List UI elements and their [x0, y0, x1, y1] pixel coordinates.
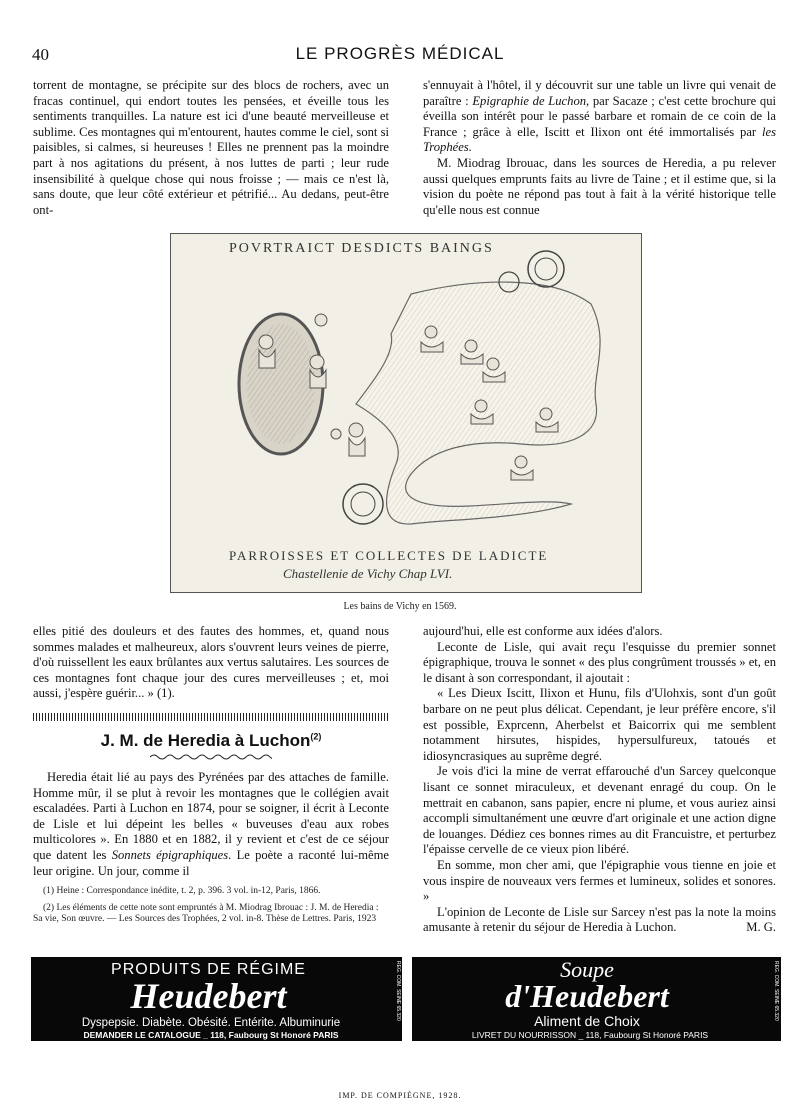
paragraph: aujourd'hui, elle est conforme aux idées d'alors.: [423, 624, 663, 638]
footnote: (1) Heine : Correspondance inédite, t. 2, p. 396. 3 vol. in-12, Paris, 1866.: [43, 886, 321, 896]
paragraph: « Les Dieux Iscitt, Ilixon et Hunu, fils d'Ulohxis, sont d'un goût barbare on ne peut plus délicat. Cependant, je leur préfère encore, s'il est possible, Exprcenn, Aherbelst et Baicorrix qui me semblent notamment hirsutes, hispides, hypersulfureux, tatoués et idiosyncrasiques au suprême degré.: [423, 686, 776, 763]
figure-caption: Les bains de Vichy en 1569.: [343, 601, 457, 612]
printer-imprint: IMP. DE COMPIÈGNE, 1928.: [338, 1091, 462, 1100]
engraving-illustration: [170, 233, 642, 593]
ad-address: DEMANDER LE CATALOGUE _ 118, Faubourg St Honoré PARIS: [83, 1030, 339, 1040]
signature: M. G.: [746, 920, 776, 935]
paragraph: En somme, mon cher ami, que l'épigraphie vous tienne en joie et vous inspire de nouveaux vers fermes et lumineux, solides et sonores. »: [423, 857, 776, 904]
paragraph: s'ennuyait à l'hôtel, il y découvrit sur une table un livre qui venait de paraître : Epigraphie de Luchon, par Sacaze ; c'est cette brochure qui éveilla son intérêt pour le passé barbare et romain de ce coin de la France ; grâce à elle, Iscitt et Ilixon ont été immortalisés par les Trophées.: [423, 78, 776, 155]
paragraph: Leconte de Lisle, qui avait reçu l'esquisse du premier sonnet épigraphique, trouva le sonnet « des plus congrûment troussés » et, en le disant à son correspondant, il ajoutait :: [423, 639, 776, 685]
ad-indications: Dyspepsie. Diabète. Obésité. Entérite. Albuminurie: [81, 1017, 341, 1029]
top-inscription: POVRTRAICT DESDICTS BAINGS: [229, 241, 494, 256]
section-divider: [33, 713, 389, 721]
section-title: J. M. de Heredia à Luchon$^{(2)}$: [100, 731, 322, 750]
paragraph: L'opinion de Leconte de Lisle sur Sarcey n'est pas la note la moins amusante à retenir du séjour de Heredia à Luchon. M. G.: [423, 904, 776, 935]
ad-heading: PRODUITS DE RÉGIME: [111, 961, 306, 978]
paragraph: Je vois d'ici la mine de verrat effarouché d'un Sarcey quelconque lisant ce sonnet miraculeux, et devenant enragé du coup. On le mettrait en cabanon, sans papier, encre ni plume, et vous auriez ainsi accompli simultanément une œuvre d'art originale et une action digne de louanges. Dédiez ces bonnes rimes au dit Francuistre, et perturbez l'épaisse cervelle de ce vieux pion libéré.: [423, 764, 776, 857]
ad-tagline: Aliment de Choix: [534, 1013, 640, 1029]
right-column-middle: [423, 624, 776, 936]
advertisement-heudebert-products: [31, 957, 402, 1041]
ad-heading: Soupe: [560, 957, 614, 982]
paragraph: torrent de montagne, se précipite sur des blocs de rochers, avec un fracas continuel, qui endort toutes les pensées, et éveille tous les sentiments tranquilles. La nature est ici d'une beauté merveilleuse et sublime. Ces montagnes qui m'entourent, hautes comme le ciel, sont si paisibles, si calmes, si heureuses ! Elles ne prennent pas la moindre part à nos agitations du présent, à nos luttes de parti ; leur rude insensibilité à quelque chose qui nous froisse ; — mais ce n'est là, sans doute, que leur côté extérieur et pétrifié... Au dedans, peut-être ont-: [33, 78, 389, 217]
left-column-middle: [33, 624, 389, 702]
footnote: (2) Les éléments de cette note sont empruntés à M. Miodrag Ibrouac : J. M. de Heredia : Sa vie, Son œuvre. — Les Sources des Trophées, 2 vol. in-8. Thèse de Lettres. Paris, 1923: [33, 902, 379, 924]
wavy-ornament: [150, 753, 272, 761]
page-number: 40: [32, 45, 49, 64]
bottom-inscription-script: Chastellenie de Vichy Chap LVI.: [283, 566, 453, 581]
section-body: [33, 770, 389, 879]
running-title: LE PROGRÈS MÉDICAL: [295, 44, 505, 63]
paragraph: Heredia était lié au pays des Pyrénées par des attaches de famille. Homme mûr, il se plut à revoir les montagnes que le collégien avait escaladées. Parti à Luchon en 1874, pour se soigner, il écrit à Leconte de Lisle et lui dépeint les belles « buveuses d'eau aux robes multicolores ». En 1880 et en 1882, il y revient et c'est de ce séjour que datent les Sonnets épigraphiques. Le poète a raconté lui-même leur origine. Un jour, comme il: [33, 770, 389, 878]
paragraph: elles pitié des douleurs et des fautes des hommes, et, quand nous sommes malades et malheureux, alors s'ouvrent leurs veines de pierre, d'où ruissellent les eaux brûlantes aux vertus salutaires. Les sources de ces montagnes font chaque jour des cures merveilleuses ; et, moi aussi, j'espère guérir... » (1).: [33, 624, 389, 701]
ad-registration: REG. COM. SEINE 65.320: [395, 961, 401, 1021]
right-column-top: [423, 78, 776, 218]
ad-brand: d'Heudebert: [505, 978, 669, 1014]
ad-brand: Heudebert: [130, 976, 287, 1016]
ad-registration: REG. COM. SEINE 65.320: [773, 961, 779, 1021]
advertisement-soupe-heudebert: [412, 957, 781, 1041]
seal-icon: [528, 251, 564, 287]
paragraph: M. Miodrag Ibrouac, dans les sources de Heredia, a pu relever aussi quelques emprunts faits au livre de Taine ; et il estime que, si la vision du poète ne répond pas tout à fait à la vérité historique telle qu'elle nous est connue: [423, 155, 776, 217]
left-column-top: [33, 78, 389, 218]
bottom-inscription: PARROISSES ET COLLECTES DE LADICTE: [229, 548, 549, 563]
ad-address: LIVRET DU NOURRISSON _ 118, Faubourg St Honoré PARIS: [471, 1030, 709, 1040]
footnotes: [33, 886, 389, 931]
engraving-drawing: [171, 234, 641, 592]
seal-icon: [343, 484, 383, 524]
